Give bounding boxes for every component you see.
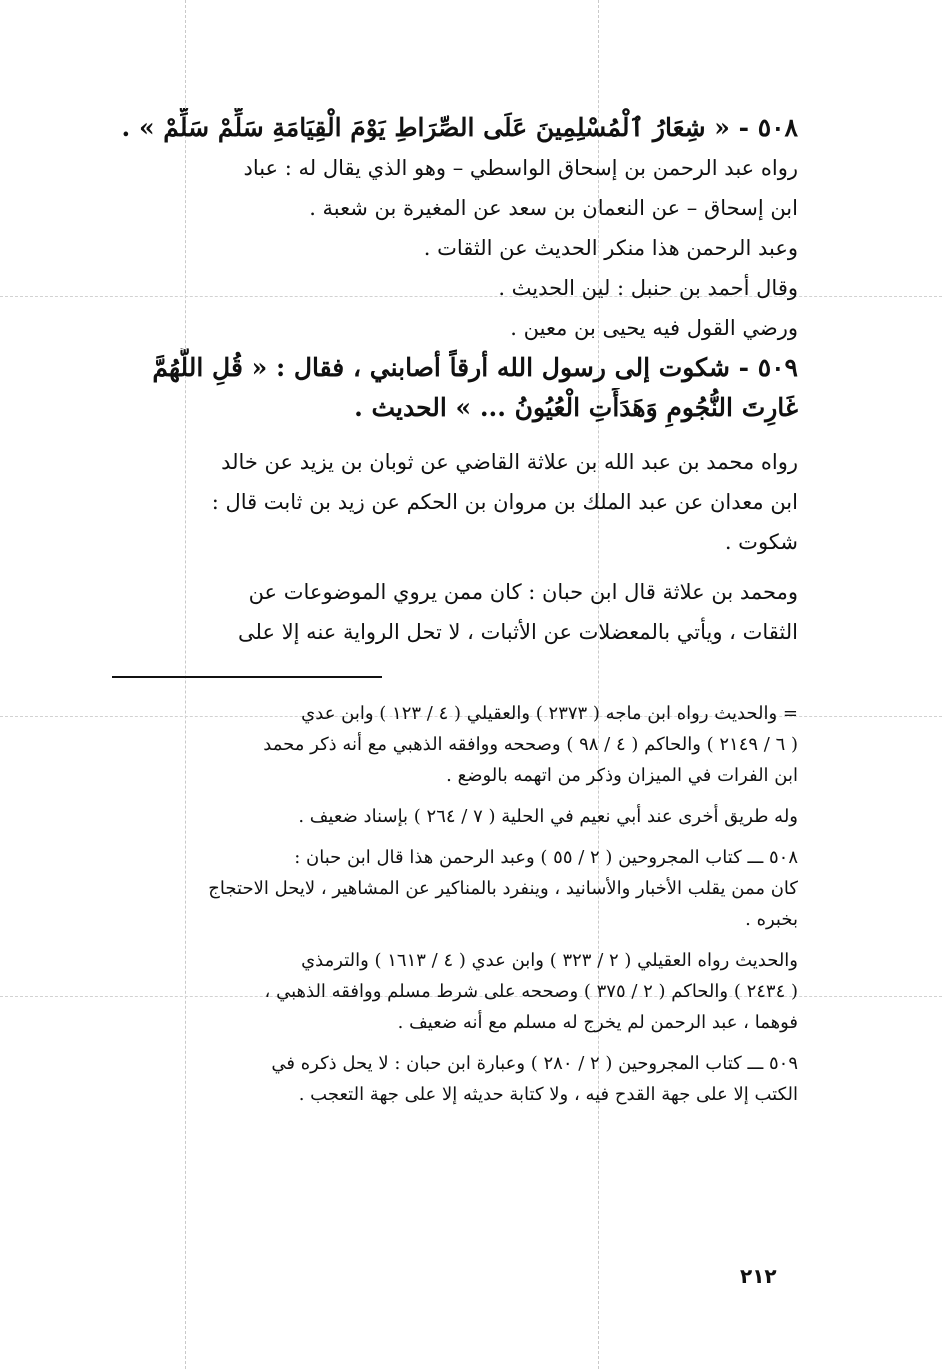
- footnote-line: ( ٦ / ٢١٤٩ ) والحاكم ( ٤ / ٩٨ ) وصححه ووافقه الذهبي مع أنه ذكر محمد: [263, 734, 798, 755]
- footnote-line: = والحديث رواه ابن ماجه ( ٢٣٧٣ ) والعقيلي ( ٤ / ١٢٣ ) وابن عدي: [301, 703, 798, 724]
- entry-509-heading: ٥٠٩ - شكوت إلى رسول الله أرقاً أصابني ، فقال : « قُلِ اللَّهُمَّ: [152, 353, 798, 382]
- footnote-paragraph: [112, 801, 798, 832]
- footnote-line: والحديث رواه العقيلي ( ٢ / ٣٢٣ ) وابن عدي ( ٤ / ١٦١٣ ) والترمذي: [301, 950, 798, 971]
- footnote-line: كان ممن يقلب الأخبار والأسانيد ، وينفرد بالمناكير عن المشاهير ، لايحل الاحتجاج: [208, 878, 798, 899]
- entry-509-line: الثقات ، ويأتي بالمعضلات عن الأثبات ، لا تحل الرواية عنه إلا على: [238, 620, 798, 644]
- footnote-line: ٥٠٨ ـــ كتاب المجروحين ( ٢ / ٥٥ ) وعبد الرحمن هذا قال ابن حبان :: [294, 847, 798, 868]
- footnote-paragraph: [112, 842, 798, 935]
- footnote-paragraph: [112, 698, 798, 791]
- footnote-line: ( ٢٤٣٤ ) والحاكم ( ٢ / ٣٧٥ ) وصححه على شرط مسلم ووافقه الذهبي ،: [264, 981, 798, 1002]
- footnote-line: بخبره .: [745, 909, 798, 930]
- entry-509-line: رواه محمد بن عبد الله بن علاثة القاضي عن ثوبان بن يزيد عن خالد: [221, 450, 798, 474]
- entry-508: [112, 108, 798, 348]
- entry-508-line: وعبد الرحمن هذا منكر الحديث عن الثقات .: [423, 236, 798, 260]
- entry-508-line: ورضي القول فيه يحيى بن معين .: [510, 316, 798, 340]
- page-number: ٢١٢: [740, 1264, 777, 1288]
- entry-508-heading: ٥٠٨ - « شِعَارُ ٱلْمُسْلِمِينَ عَلَى الصِّرَاطِ يَوْمَ الْقِيَامَةِ سَلِّمْ سَلِّمْ » .: [121, 113, 798, 142]
- footnote-paragraph: [112, 945, 798, 1038]
- entry-509-line: ابن معدان عن عبد الملك بن مروان بن الحكم عن زيد بن ثابت قال :: [211, 490, 798, 514]
- footnote-paragraph: [112, 1048, 798, 1110]
- footnote-line: الكتب إلا على جهة القدح فيه ، ولا كتابة حديثه إلا على جهة التعجب .: [298, 1084, 798, 1105]
- entry-509: [112, 348, 798, 652]
- page-content: [112, 108, 798, 1110]
- footnotes: [112, 698, 798, 1110]
- footnote-line: وله طريق أخرى عند أبي نعيم في الحلية ( ٧ / ٢٦٤ ) بإسناد ضعيف .: [298, 806, 798, 827]
- entry-509-line: شكوت .: [724, 530, 798, 554]
- entry-509-heading: غَارِتَ النُّجُومِ وَهَدَأَتِ الْعُيُونُ ... » الحديث .: [354, 393, 798, 422]
- entry-508-line: وقال أحمد بن حنبل : لين الحديث .: [498, 276, 798, 300]
- footnote-line: ٥٠٩ ـــ كتاب المجروحين ( ٢ / ٢٨٠ ) وعبارة ابن حبان : لا يحل ذكره في: [271, 1053, 798, 1074]
- footnote-separator: [112, 676, 382, 678]
- footnote-line: فوهما ، عبد الرحمن لم يخرج له مسلم مع أنه ضعيف .: [397, 1012, 798, 1033]
- entry-508-line: رواه عبد الرحمن بن إسحاق الواسطي – وهو الذي يقال له : عباد: [243, 156, 798, 180]
- footnote-line: ابن الفرات في الميزان وذكر من اتهمه بالوضع .: [446, 765, 798, 786]
- entry-509-line: ومحمد بن علاثة قال ابن حبان : كان ممن يروي الموضوعات عن: [248, 580, 798, 604]
- entry-508-line: ابن إسحاق – عن النعمان بن سعد عن المغيرة بن شعبة .: [309, 196, 798, 220]
